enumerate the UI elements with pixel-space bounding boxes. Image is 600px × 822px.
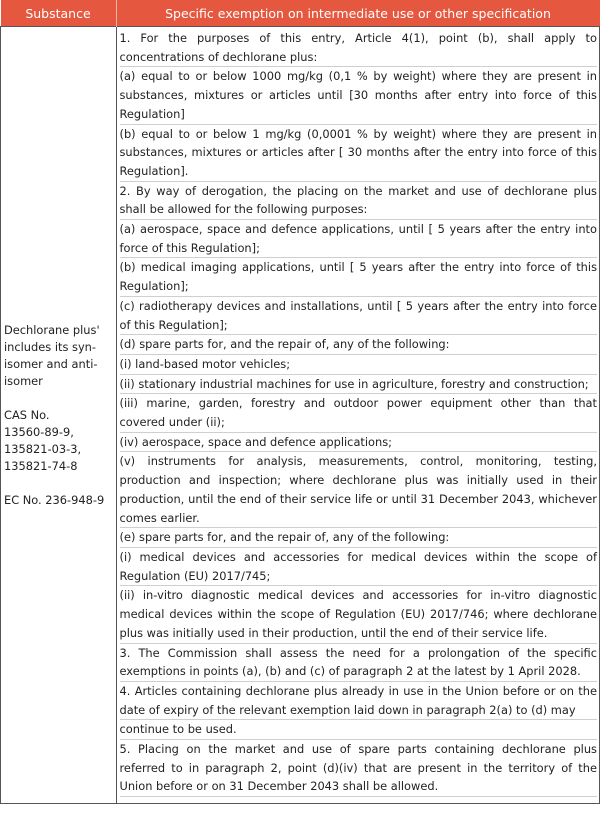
- exemption-line: (a) aerospace, space and defence applications, until [ 5 years after the entry into force of this Regulation];: [120, 220, 598, 258]
- exemption-line: (d) spare parts for, and the repair of, any of the following:: [120, 335, 598, 355]
- exemption-line: (c) radiotherapy devices and installations, until [ 5 years after the entry into force of this Regulation];: [120, 297, 598, 335]
- header-substance: Substance: [1, 0, 117, 27]
- exemption-line: (b) medical imaging applications, until [ 5 years after the entry into force of this Regulation];: [120, 258, 598, 296]
- exemption-line: (iv) aerospace, space and defence applications;: [120, 433, 598, 453]
- exemption-line: 4. Articles containing dechlorane plus already in use in the Union before or on the date of expiry of the relevant exemption laid down in paragraph 2(a) to (d) may: [120, 682, 598, 720]
- exemption-cell: [116, 27, 600, 804]
- substance-cell: [1, 27, 117, 804]
- exemption-line: (a) equal to or below 1000 mg/kg (0,1 % by weight) where they are present in substances, mixtures or articles until [30 months after entry into force of this Regulation]: [120, 67, 598, 124]
- exemption-line: 3. The Commission shall assess the need for a prolongation of the specific exemptions in points (a), (b) and (c) of paragraph 2 at the latest by 1 April 2028.: [120, 644, 598, 682]
- exemption-line: (v) instruments for analysis, measurements, control, monitoring, testing, production and inspection; where dechlorane plus was initially used in their production, until the end of their service life or until 31 December 2043, whichever comes earlier.: [120, 452, 598, 528]
- header-specific-exemption: Specific exemption on intermediate use or other specification: [116, 0, 600, 27]
- exemption-line: continue to be used.: [120, 720, 598, 740]
- exemption-line: (ii) in-vitro diagnostic medical devices and accessories for in-vitro diagnostic medical devices within the scope of Regulation (EU) 2017/746; where dechlorane plus was initially used in their production, until the end of their service life.: [120, 586, 598, 643]
- cas-label: CAS No.: [4, 407, 50, 422]
- exemption-line: (ii) stationary industrial machines for use in agriculture, forestry and construction;: [120, 375, 598, 395]
- exemption-line: (e) spare parts for, and the repair of, any of the following:: [120, 528, 598, 548]
- exemption-line: 1. For the purposes of this entry, Article 4(1), point (b), shall apply to concentrations of dechlorane plus:: [120, 29, 598, 67]
- exemption-line: 2. By way of derogation, the placing on the market and use of dechlorane plus shall be allowed for the following purposes:: [120, 182, 598, 220]
- exemption-line: 5. Placing on the market and use of spare parts containing dechlorane plus referred to in paragraph 2, point (d)(iv) that are present in the territory of the Union before or on 31 December 2043 shall be allowed.: [120, 740, 598, 797]
- substance-name: Dechlorane plus' includes its syn- isomer and anti- isomer: [4, 322, 100, 388]
- table-row: [1, 27, 600, 804]
- ec-number: EC No. 236-948-9: [4, 492, 105, 507]
- table-header-row: [1, 0, 600, 27]
- cas-numbers: 13560-89-9, 135821-03-3, 135821-74-8: [4, 424, 82, 473]
- exemption-line: (i) medical devices and accessories for medical devices within the scope of Regulation (EU) 2017/745;: [120, 548, 598, 586]
- exemption-line: (i) land-based motor vehicles;: [120, 355, 598, 375]
- exemption-line: (iii) marine, garden, forestry and outdoor power equipment other than that covered under (ii);: [120, 394, 598, 432]
- exemption-line: (b) equal to or below 1 mg/kg (0,0001 % by weight) where they are present in substances, mixtures or articles after [ 30 months after the entry into force of this Regulation].: [120, 125, 598, 182]
